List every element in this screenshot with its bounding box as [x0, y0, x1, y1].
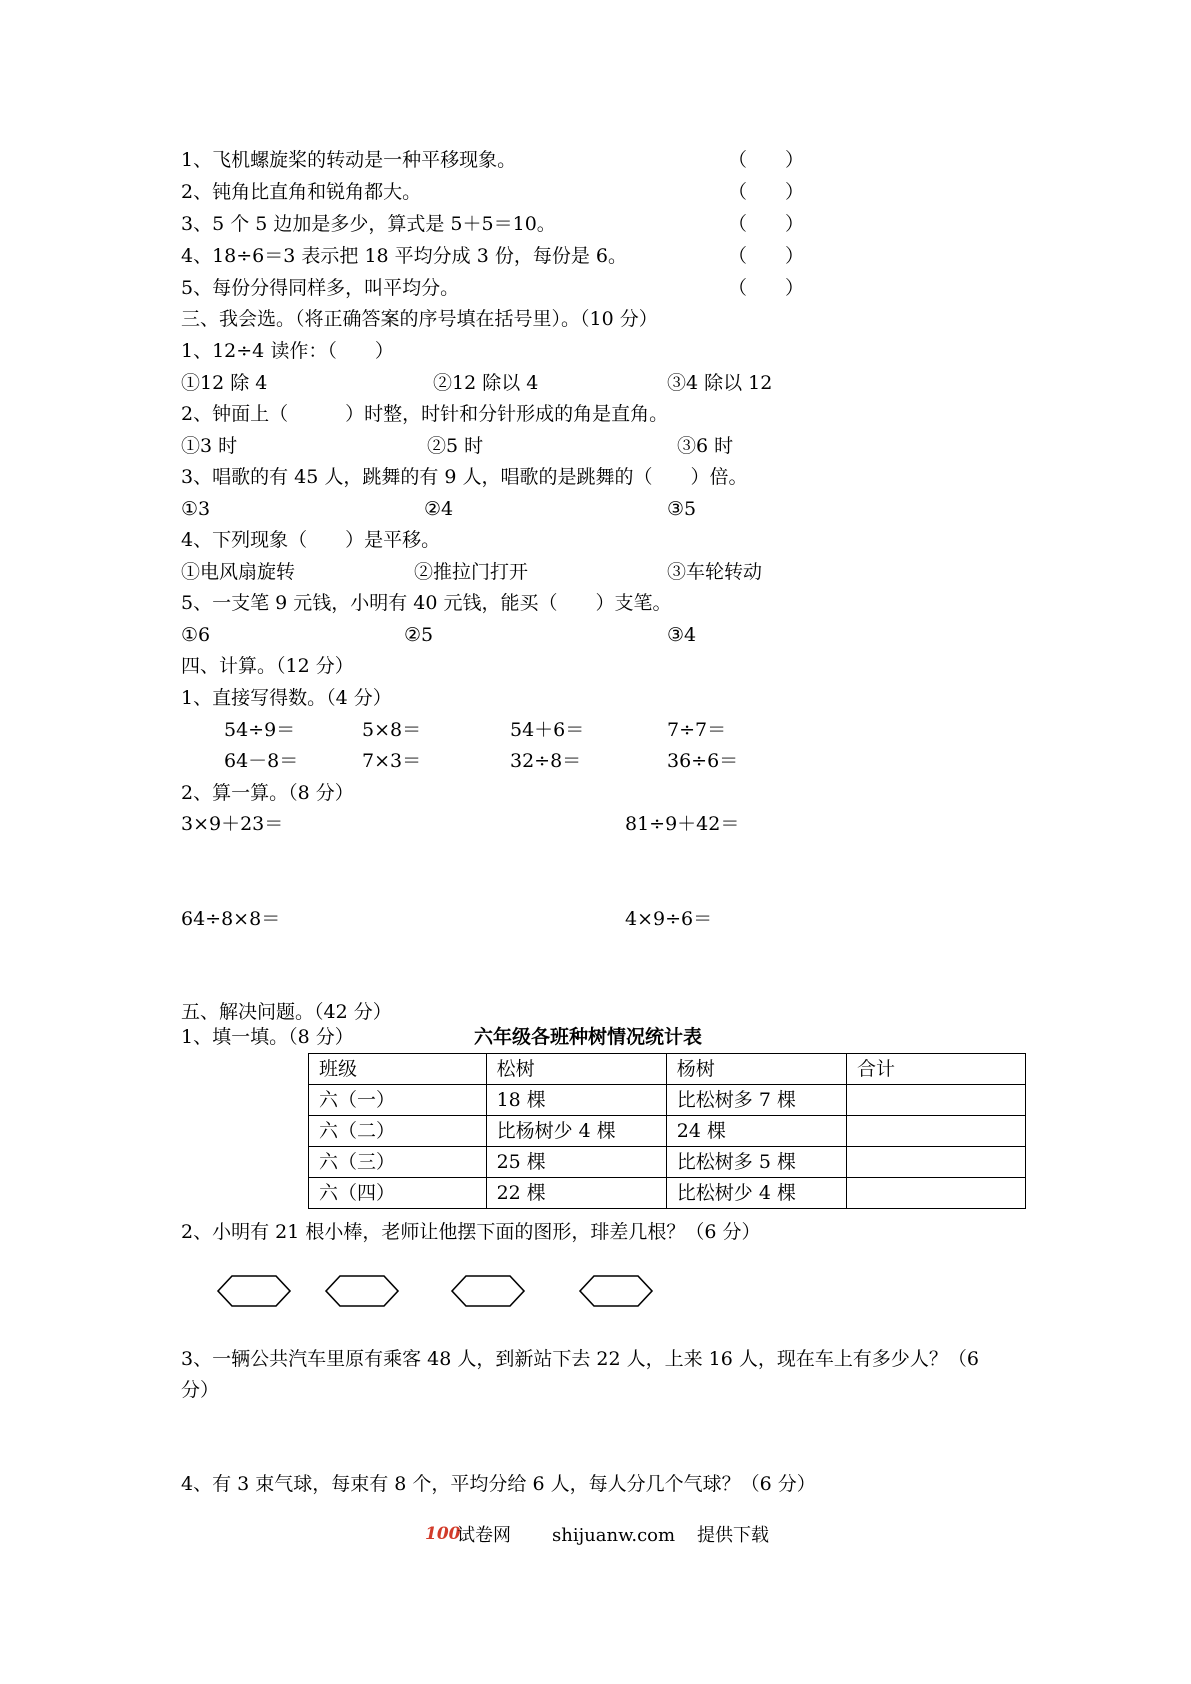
choice-option[interactable]: ③车轮转动 [667, 561, 763, 583]
fill-question-1: 1、填一填。（8 分） [181, 1026, 354, 1048]
word-problem-3: 3、一辆公共汽车里原有乘客 48 人，到新站下去 22 人，上来 16 人，现在车上有多少人？（6 [181, 1348, 979, 1370]
judge-item-3: 3、5 个 5 边加是多少，算式是 5＋5＝10。 [181, 213, 556, 235]
choice-question-4: 4、下列现象（ ）是平移。 [181, 529, 441, 551]
answer-paren-5[interactable]: （ ） [728, 277, 805, 299]
oral-calc-item: 5×8＝ [362, 719, 422, 741]
table-header-cell: 合计 [847, 1054, 1026, 1085]
choice-option[interactable]: ③6 时 [677, 435, 734, 457]
choice-option[interactable]: ②推拉门打开 [414, 561, 529, 583]
oral-calc-item: 32÷8＝ [510, 750, 582, 772]
table-cell: 六（二） [309, 1116, 487, 1147]
calc-item: 4×9÷6＝ [625, 908, 713, 930]
choice-option[interactable]: ②4 [424, 498, 454, 520]
choice-question-3: 3、唱歌的有 45 人，跳舞的有 9 人，唱歌的是跳舞的（ ）倍。 [181, 466, 748, 488]
hexagon-shape [326, 1276, 398, 1306]
choice-question-1: 1、12÷4 读作：（ ） [181, 340, 394, 362]
table-cell: 比松树多 5 棵 [666, 1147, 846, 1178]
footer-url[interactable]: shijuanw.com [552, 1525, 676, 1546]
table-cell: 比松树少 4 棵 [666, 1178, 846, 1209]
table-cell: 比松树多 7 棵 [666, 1085, 846, 1116]
choice-option[interactable]: ①6 [181, 624, 211, 646]
answer-paren-4[interactable]: （ ） [728, 245, 805, 267]
choice-option[interactable]: ①12 除 4 [181, 372, 268, 394]
oral-calc-subheading: 1、直接写得数。（4 分） [181, 687, 392, 709]
table-cell: 六（一） [309, 1085, 487, 1116]
judge-item-2: 2、钝角比直角和锐角都大。 [181, 181, 422, 203]
oral-calc-item: 7×3＝ [362, 750, 422, 772]
table-cell: 22 棵 [486, 1178, 666, 1209]
calc-item: 81÷9＋42＝ [625, 813, 740, 835]
table-header-cell: 杨树 [666, 1054, 846, 1085]
oral-calc-item: 54＋6＝ [510, 719, 585, 741]
footer-download-text: 提供下载 [697, 1525, 769, 1546]
oral-calc-item: 7÷7＝ [667, 719, 727, 741]
hexagon-shape [580, 1276, 652, 1306]
table-title: 六年级各班种树情况统计表 [474, 1026, 703, 1048]
choice-question-2: 2、钟面上（ ）时整，时针和分针形成的角是直角。 [181, 403, 669, 425]
table-cell: 六（三） [309, 1147, 487, 1178]
footer-site-name: 试卷网 [457, 1525, 511, 1546]
section4-heading: 四、计算。（12 分） [181, 655, 354, 677]
answer-paren-3[interactable]: （ ） [728, 213, 805, 235]
word-problem-4: 4、有 3 束气球，每束有 8 个，平均分给 6 人，每人分几个气球？（6 分） [181, 1473, 816, 1495]
judge-item-5: 5、每份分得同样多，叫平均分。 [181, 277, 460, 299]
table-cell: 比杨树少 4 棵 [486, 1116, 666, 1147]
answer-paren-2[interactable]: （ ） [728, 181, 805, 203]
section3-heading: 三、我会选。（将正确答案的序号填在括号里）。（10 分） [181, 308, 658, 330]
word-problem-3-cont: 分） [181, 1379, 220, 1401]
choice-option[interactable]: ②5 时 [427, 435, 484, 457]
judge-item-1: 1、飞机螺旋桨的转动是一种平移现象。 [181, 149, 517, 171]
calc-item: 3×9＋23＝ [181, 813, 284, 835]
table-cell: 18 棵 [486, 1085, 666, 1116]
fill-question-2: 2、小明有 21 根小棒，老师让他摆下面的图形，琲差几根？（6 分） [181, 1221, 761, 1243]
table-cell: 24 棵 [666, 1116, 846, 1147]
oral-calc-item: 64－8＝ [224, 750, 299, 772]
choice-option[interactable]: ③4 [667, 624, 697, 646]
choice-option[interactable]: ①3 时 [181, 435, 238, 457]
choice-option[interactable]: ②5 [404, 624, 434, 646]
choice-option[interactable]: ③5 [667, 498, 697, 520]
hexagon-shape [452, 1276, 524, 1306]
choice-question-5: 5、一支笔 9 元钱，小明有 40 元钱，能买（ ）支笔。 [181, 592, 672, 614]
oral-calc-item: 36÷6＝ [667, 750, 739, 772]
choice-option[interactable]: ③4 除以 12 [667, 372, 773, 394]
choice-option[interactable]: ②12 除以 4 [433, 372, 539, 394]
oral-calc-item: 54÷9＝ [224, 719, 296, 741]
table-cell: 六（四） [309, 1178, 487, 1209]
table-cell: 25 棵 [486, 1147, 666, 1178]
calc-item: 64÷8×8＝ [181, 908, 281, 930]
hexagon-shape [218, 1276, 290, 1306]
table-header-cell: 松树 [486, 1054, 666, 1085]
answer-paren-1[interactable]: （ ） [728, 149, 805, 171]
judge-item-4: 4、18÷6＝3 表示把 18 平均分成 3 份，每份是 6。 [181, 245, 627, 267]
calc-subheading: 2、算一算。（8 分） [181, 782, 354, 804]
choice-option[interactable]: ①电风扇旋转 [181, 561, 296, 583]
choice-option[interactable]: ①3 [181, 498, 211, 520]
table-header-cell: 班级 [309, 1054, 487, 1085]
section5-heading: 五、解决问题。（42 分） [181, 1001, 392, 1023]
site-logo: 100 [425, 1524, 461, 1544]
